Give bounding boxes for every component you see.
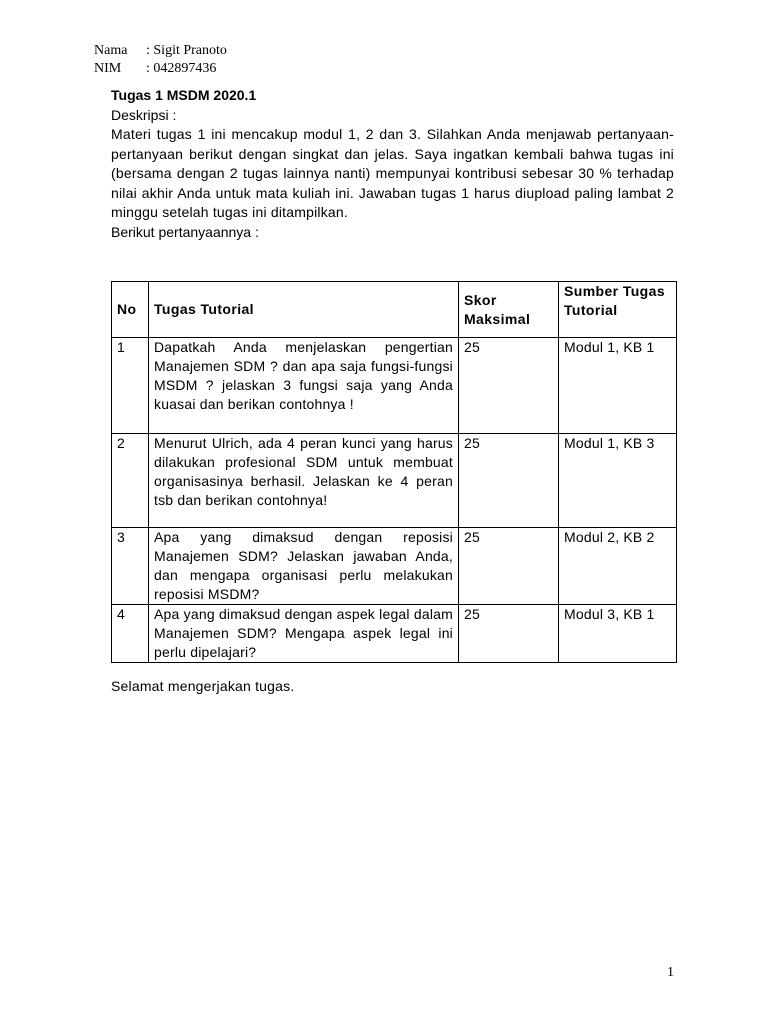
description-text: Materi tugas 1 ini mencakup modul 1, 2 dan 3. Silahkan Anda menjawab pertanyaan-pertanyaan berikut dengan singkat dan jelas. Saya ingatkan kembali bahwa tugas ini (bersama dengan 2 tugas lainnya nanti) mempunyai kontribusi sebesar 30 % terhadap nilai akhir Anda untuk mata kuliah ini. Jawaban tugas 1 harus diupload paling lambat 2 minggu setelah tugas ini ditampilkan. [111, 126, 674, 220]
row-score: 25 [459, 528, 559, 605]
table-row [112, 605, 677, 663]
row-task: Apa yang dimaksud dengan reposisi Manajemen SDM? Jelaskan jawaban Anda, dan mengapa organisasi perlu melakukan reposisi MSDM? [149, 528, 459, 605]
name-value: : Sigit Pranoto [146, 43, 227, 58]
row-task: Dapatkah Anda menjelaskan pengertian Manajemen SDM ? dan apa saja fungsi-fungsi MSDM ? jelaskan 3 fungsi saja yang Anda kuasai dan berikan contohnya ! [149, 338, 459, 434]
header-score: Skor Maksimal [459, 282, 559, 338]
name-row [94, 42, 227, 60]
row-no: 1 [112, 338, 149, 434]
header-no: No [112, 282, 149, 338]
page-number: 1 [667, 965, 674, 980]
table-header-row [112, 282, 677, 338]
nim-value: : 042897436 [146, 61, 217, 76]
table-row [112, 528, 677, 605]
row-score: 25 [459, 434, 559, 528]
closing-text: Selamat mengerjakan tugas. [111, 678, 295, 694]
row-no: 3 [112, 528, 149, 605]
name-label: Nama [94, 43, 128, 58]
student-identity [94, 42, 227, 78]
document-title: Tugas 1 MSDM 2020.1 [111, 87, 257, 103]
nim-label: NIM [94, 61, 122, 76]
nim-row [94, 60, 227, 78]
row-task: Apa yang dimaksud dengan aspek legal dalam Manajemen SDM? Mengapa aspek legal ini perlu dipelajari? [149, 605, 459, 663]
description-label: Deskripsi : [111, 106, 177, 123]
tasks-table [111, 281, 677, 663]
row-source: Modul 3, KB 1 [559, 605, 677, 663]
assignment-intro [111, 86, 674, 242]
row-score: 25 [459, 338, 559, 434]
row-task: Menurut Ulrich, ada 4 peran kunci yang harus dilakukan profesional SDM untuk membuat organisasinya berhasil. Jelaskan ke 4 peran tsb dan berikan contohnya! [149, 434, 459, 528]
header-task: Tugas Tutorial [149, 282, 459, 338]
table-row [112, 434, 677, 528]
questions-intro: Berikut pertanyaannya : [111, 223, 259, 240]
row-no: 4 [112, 605, 149, 663]
row-no: 2 [112, 434, 149, 528]
row-source: Modul 1, KB 1 [559, 338, 677, 434]
header-source: Sumber Tugas Tutorial [559, 282, 677, 338]
row-source: Modul 2, KB 2 [559, 528, 677, 605]
row-score: 25 [459, 605, 559, 663]
row-source: Modul 1, KB 3 [559, 434, 677, 528]
table-row [112, 338, 677, 434]
